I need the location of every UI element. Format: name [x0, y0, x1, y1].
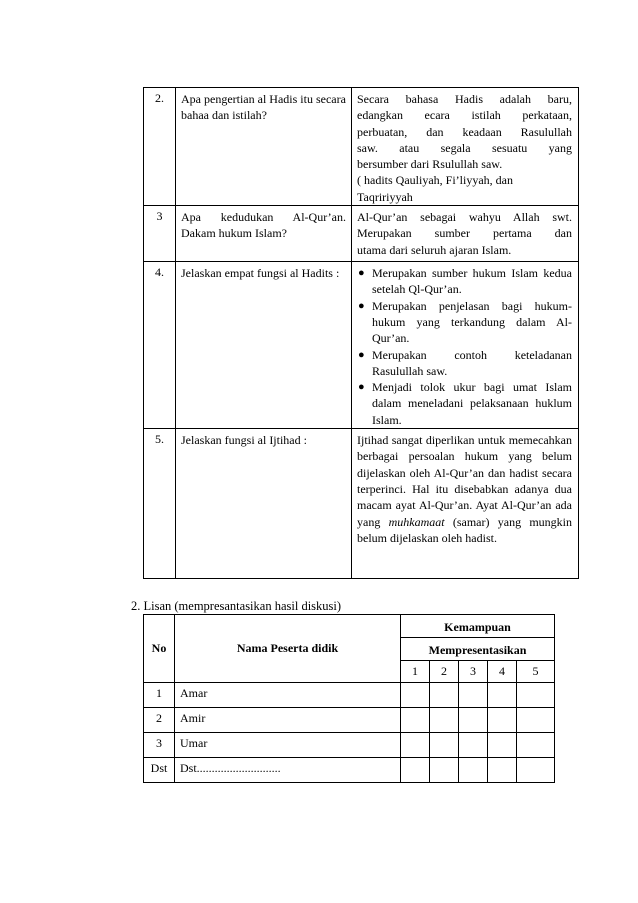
score-header: 1 — [401, 661, 430, 683]
score-cell[interactable] — [430, 733, 459, 758]
col-header-no: No — [144, 615, 175, 683]
participant-no: Dst — [144, 758, 175, 783]
participant-name: Amir — [175, 708, 401, 733]
participant-name: Amar — [175, 683, 401, 708]
question-cell: Jelaskan empat fungsi al Hadits : — [176, 262, 352, 429]
score-cell[interactable] — [401, 708, 430, 733]
col-header-name: Nama Peserta didik — [175, 615, 401, 683]
answer-line: ( hadits Qauliyah, Fi’liyyah, dan — [357, 173, 513, 188]
score-header: 4 — [488, 661, 517, 683]
score-cell[interactable] — [459, 758, 488, 783]
answer-line: Secara bahasa Hadis adalah baru, — [357, 92, 572, 106]
bullet-icon: ● — [358, 381, 365, 394]
score-cell[interactable] — [459, 733, 488, 758]
answer-line: edangkan ecara istilah perkataan, — [357, 108, 572, 123]
table-row — [144, 206, 579, 262]
question-cell: Apa kedudukan Al-Qur’an. Dakam hukum Islam? — [176, 206, 352, 262]
answer-cell — [352, 262, 579, 429]
question-cell: Apa pengertian al Hadis itu secara bahaa dan istilah? — [176, 88, 352, 206]
score-header: 3 — [459, 661, 488, 683]
score-cell[interactable] — [459, 683, 488, 708]
table-row — [144, 262, 579, 429]
answer-cell: Ijtihad sangat diperlikan untuk memecahkan berbagai persoalan hukum yang belum dijelaskan oleh Al-Qur’an dan hadist secara terperinci. Hal itu disebabkan adanya dua macam ayat Al-Qur’an. Ayat Al-Qur’an ada yang muhkamaat (samar) yang mungkin belum dijelaskan oleh hadist. — [352, 429, 579, 579]
bullet-icon: ● — [358, 348, 365, 361]
participant-name: Dst............................ — [175, 758, 401, 783]
participant-no: 1 — [144, 683, 175, 708]
row-number: 4. — [144, 262, 176, 429]
score-cell[interactable] — [401, 758, 430, 783]
answer-line: saw. atau segala sesuatu yang — [357, 140, 572, 155]
score-cell[interactable] — [517, 733, 555, 758]
score-cell[interactable] — [488, 683, 517, 708]
bullet-icon: ● — [358, 267, 365, 280]
answer-line: bersumber dari Rsulullah saw. — [357, 157, 503, 172]
row-number: 3 — [144, 206, 176, 262]
bullet-icon: ● — [358, 299, 365, 312]
row-number: 5. — [144, 429, 176, 579]
score-cell[interactable] — [430, 708, 459, 733]
answer-cell — [352, 88, 579, 206]
table-row — [144, 733, 555, 758]
participant-no: 3 — [144, 733, 175, 758]
answer-line: utama dari seluruh ajaran Islam. — [357, 242, 512, 257]
answer-line: Al-Qur’an sebagai wahyu Allah swt. — [357, 210, 572, 225]
score-header: 2 — [430, 661, 459, 683]
section-heading: 2. Lisan (mempresantasikan hasil diskusi) — [131, 599, 342, 613]
score-cell[interactable] — [401, 733, 430, 758]
table-row — [144, 429, 579, 579]
table-row — [144, 708, 555, 733]
question-cell: Jelaskan fungsi al Ijtihad : — [176, 429, 352, 579]
score-cell[interactable] — [517, 708, 555, 733]
table-row — [144, 683, 555, 708]
participant-no: 2 — [144, 708, 175, 733]
score-cell[interactable] — [517, 758, 555, 783]
list-item: ● Merupakan contoh keteladanan Rasulullah saw. — [358, 347, 572, 378]
score-cell[interactable] — [459, 708, 488, 733]
list-item: ● Merupakan penjelasan bagi hukum-hukum yang terkandung dalam Al-Qur’an. — [358, 298, 572, 346]
list-item: ● Merupakan sumber hukum Islam kedua setelah Ql-Qur’an. — [358, 266, 572, 297]
bullet-list — [357, 265, 572, 428]
table-row — [144, 758, 555, 783]
participant-name: Umar — [175, 733, 401, 758]
score-header: 5 — [517, 661, 555, 683]
score-cell[interactable] — [430, 683, 459, 708]
answer-line: perbuatan, dan keadaan Rasulullah — [357, 124, 572, 139]
col-header-group-2: Mempresentasikan — [401, 638, 555, 661]
answer-line: Taqririyyah — [357, 189, 413, 204]
qa-table — [143, 87, 579, 579]
row-number: 2. — [144, 88, 176, 206]
score-table — [143, 614, 555, 783]
col-header-group-1: Kemampuan — [401, 615, 555, 638]
score-cell[interactable] — [488, 758, 517, 783]
table-row — [144, 88, 579, 206]
answer-cell — [352, 206, 579, 262]
score-cell[interactable] — [401, 683, 430, 708]
score-cell[interactable] — [430, 758, 459, 783]
list-item: ● Menjadi tolok ukur bagi umat Islam dalam meneladani pelaksanaan huklum Islam. — [358, 380, 572, 427]
score-cell[interactable] — [517, 683, 555, 708]
header-row — [144, 615, 555, 638]
score-cell[interactable] — [488, 733, 517, 758]
score-cell[interactable] — [488, 708, 517, 733]
italic-term: muhkamaat — [388, 514, 445, 529]
answer-line: Merupakan sumber pertama dan — [357, 226, 572, 241]
